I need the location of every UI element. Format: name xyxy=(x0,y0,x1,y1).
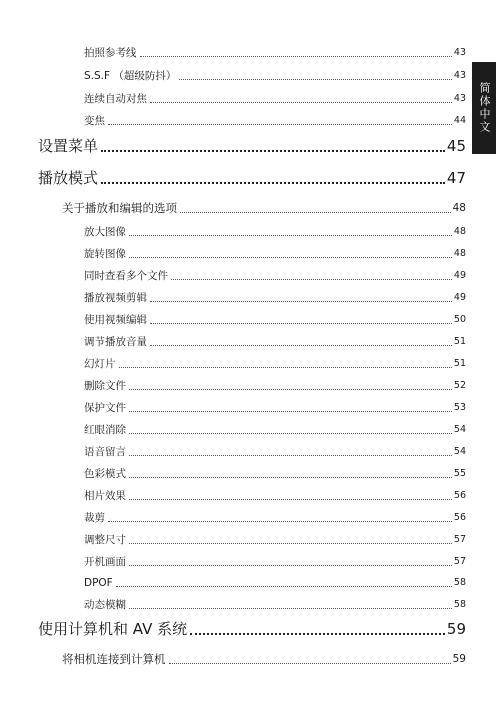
toc-entry-page: 49 xyxy=(453,270,466,281)
toc-entry-page: 51 xyxy=(453,336,466,347)
toc-chapter-page: 59 xyxy=(446,620,466,638)
dot-leader xyxy=(150,344,452,346)
dot-leader xyxy=(180,211,451,213)
toc-section-title: 关于播放和编辑的选项 xyxy=(62,201,177,215)
toc-entry[interactable] xyxy=(84,533,466,547)
toc-entry-page: 58 xyxy=(453,599,466,610)
toc-entry-page: 56 xyxy=(453,490,466,501)
toc-entry[interactable] xyxy=(84,511,466,525)
dot-leader xyxy=(150,322,452,324)
toc-entry-title: 语音留言 xyxy=(84,446,126,458)
toc-entry-page: 58 xyxy=(453,577,466,588)
dot-leader xyxy=(140,55,452,57)
toc-entry-title: 删除文件 xyxy=(84,380,126,392)
toc-entry[interactable] xyxy=(84,467,466,481)
toc-entry[interactable] xyxy=(84,92,466,106)
toc-entry-title: 放大图像 xyxy=(84,226,126,238)
dot-leader xyxy=(150,101,452,103)
dot-leader xyxy=(119,366,452,368)
toc-entry[interactable] xyxy=(84,423,466,437)
dot-leader xyxy=(101,181,445,184)
toc-chapter-title: 使用计算机和 AV 系统 xyxy=(38,620,188,638)
dot-leader xyxy=(129,256,452,258)
toc-entry-title: 同时查看多个文件 xyxy=(84,270,168,282)
toc-entry-title: 使用视频编辑 xyxy=(84,314,147,326)
toc-entry-page: 54 xyxy=(453,446,466,457)
dot-leader xyxy=(129,388,452,390)
toc-entry-page: 43 xyxy=(453,93,466,104)
toc-chapter-title: 播放模式 xyxy=(38,169,99,187)
toc-entry[interactable] xyxy=(84,313,466,327)
toc-section-page: 48 xyxy=(452,202,466,214)
language-tab xyxy=(472,62,496,154)
toc-entry[interactable] xyxy=(84,598,466,612)
toc-entry[interactable] xyxy=(84,114,466,128)
dot-leader xyxy=(190,632,445,635)
toc-entry-title: 红眼消除 xyxy=(84,424,126,436)
toc-chapter-page: 45 xyxy=(446,137,466,155)
toc-entry[interactable] xyxy=(84,401,466,415)
toc-entry[interactable] xyxy=(84,291,466,305)
toc-entry-page: 43 xyxy=(453,70,466,81)
toc-section-title: 将相机连接到计算机 xyxy=(62,652,166,666)
toc-entry-page: 50 xyxy=(453,314,466,325)
toc-entry[interactable] xyxy=(84,489,466,503)
toc-chapter-page: 47 xyxy=(446,169,466,187)
dot-leader xyxy=(108,520,452,522)
toc-entry-page: 49 xyxy=(453,292,466,303)
dot-leader xyxy=(129,607,452,609)
toc-entry-page: 52 xyxy=(453,380,466,391)
dot-leader xyxy=(171,278,452,280)
toc-entry[interactable] xyxy=(84,269,466,283)
toc-entry-title: 相片效果 xyxy=(84,490,126,502)
toc-chapter-title: 设置菜单 xyxy=(38,137,99,155)
toc-chapter[interactable] xyxy=(38,137,466,156)
toc-entry-page: 48 xyxy=(453,248,466,259)
toc-chapter[interactable] xyxy=(38,169,466,188)
toc-entry-title: 幻灯片 xyxy=(84,358,116,370)
dot-leader xyxy=(129,542,452,544)
toc-entry-page: 54 xyxy=(453,424,466,435)
toc-entry-page: 48 xyxy=(453,226,466,237)
dot-leader xyxy=(129,454,452,456)
toc-entry-page: 56 xyxy=(453,512,466,523)
toc-entry[interactable] xyxy=(84,69,466,83)
language-tab-label: 简体中文 xyxy=(478,82,491,134)
dot-leader xyxy=(129,498,452,500)
toc-entry-title: 拍照参考线 xyxy=(84,47,137,59)
toc-entry-title: 动态模糊 xyxy=(84,599,126,611)
toc-entry-page: 53 xyxy=(453,402,466,413)
toc-entry[interactable] xyxy=(84,445,466,459)
toc-entry-title: S.S.F （超级防抖） xyxy=(84,70,177,82)
dot-leader xyxy=(129,564,452,566)
toc-entry[interactable] xyxy=(84,555,466,569)
dot-leader xyxy=(169,662,451,664)
toc-section[interactable] xyxy=(62,201,466,216)
toc-chapter[interactable] xyxy=(38,620,466,639)
toc-entry-page: 43 xyxy=(453,47,466,58)
toc-entry-page: 55 xyxy=(453,468,466,479)
dot-leader xyxy=(129,234,452,236)
toc-entry-title: 开机画面 xyxy=(84,556,126,568)
toc-entry-page: 57 xyxy=(453,556,466,567)
toc-entry-title: 裁剪 xyxy=(84,512,105,524)
dot-leader xyxy=(150,300,452,302)
dot-leader xyxy=(129,432,452,434)
toc-entry[interactable] xyxy=(84,225,466,239)
dot-leader xyxy=(129,410,452,412)
toc-entry-title: 调节播放音量 xyxy=(84,336,147,348)
toc-entry-title: 保护文件 xyxy=(84,402,126,414)
toc-entry-title: 色彩模式 xyxy=(84,468,126,480)
dot-leader xyxy=(179,78,452,80)
toc-entry[interactable] xyxy=(84,46,466,60)
toc-entry[interactable] xyxy=(84,379,466,393)
dot-leader xyxy=(101,149,445,152)
dot-leader xyxy=(108,123,452,125)
toc-entry-page: 51 xyxy=(453,358,466,369)
toc-entry-title: 旋转图像 xyxy=(84,248,126,260)
toc-entry-title: 调整尺寸 xyxy=(84,534,126,546)
toc-entry-title: 连续自动对焦 xyxy=(84,93,147,105)
toc-entry[interactable] xyxy=(84,357,466,371)
dot-leader xyxy=(116,585,452,587)
toc-entry[interactable] xyxy=(84,576,466,590)
toc-entry-page: 57 xyxy=(453,534,466,545)
toc-entry-title: DPOF xyxy=(84,577,113,589)
toc-entry-title: 变焦 xyxy=(84,115,105,127)
toc-entry-page: 44 xyxy=(453,115,466,126)
toc-section[interactable] xyxy=(62,652,466,667)
toc-entry-title: 播放视频剪辑 xyxy=(84,292,147,304)
toc-section-page: 59 xyxy=(452,653,466,665)
dot-leader xyxy=(129,476,452,478)
toc-entry[interactable] xyxy=(84,335,466,349)
toc-entry[interactable] xyxy=(84,247,466,261)
